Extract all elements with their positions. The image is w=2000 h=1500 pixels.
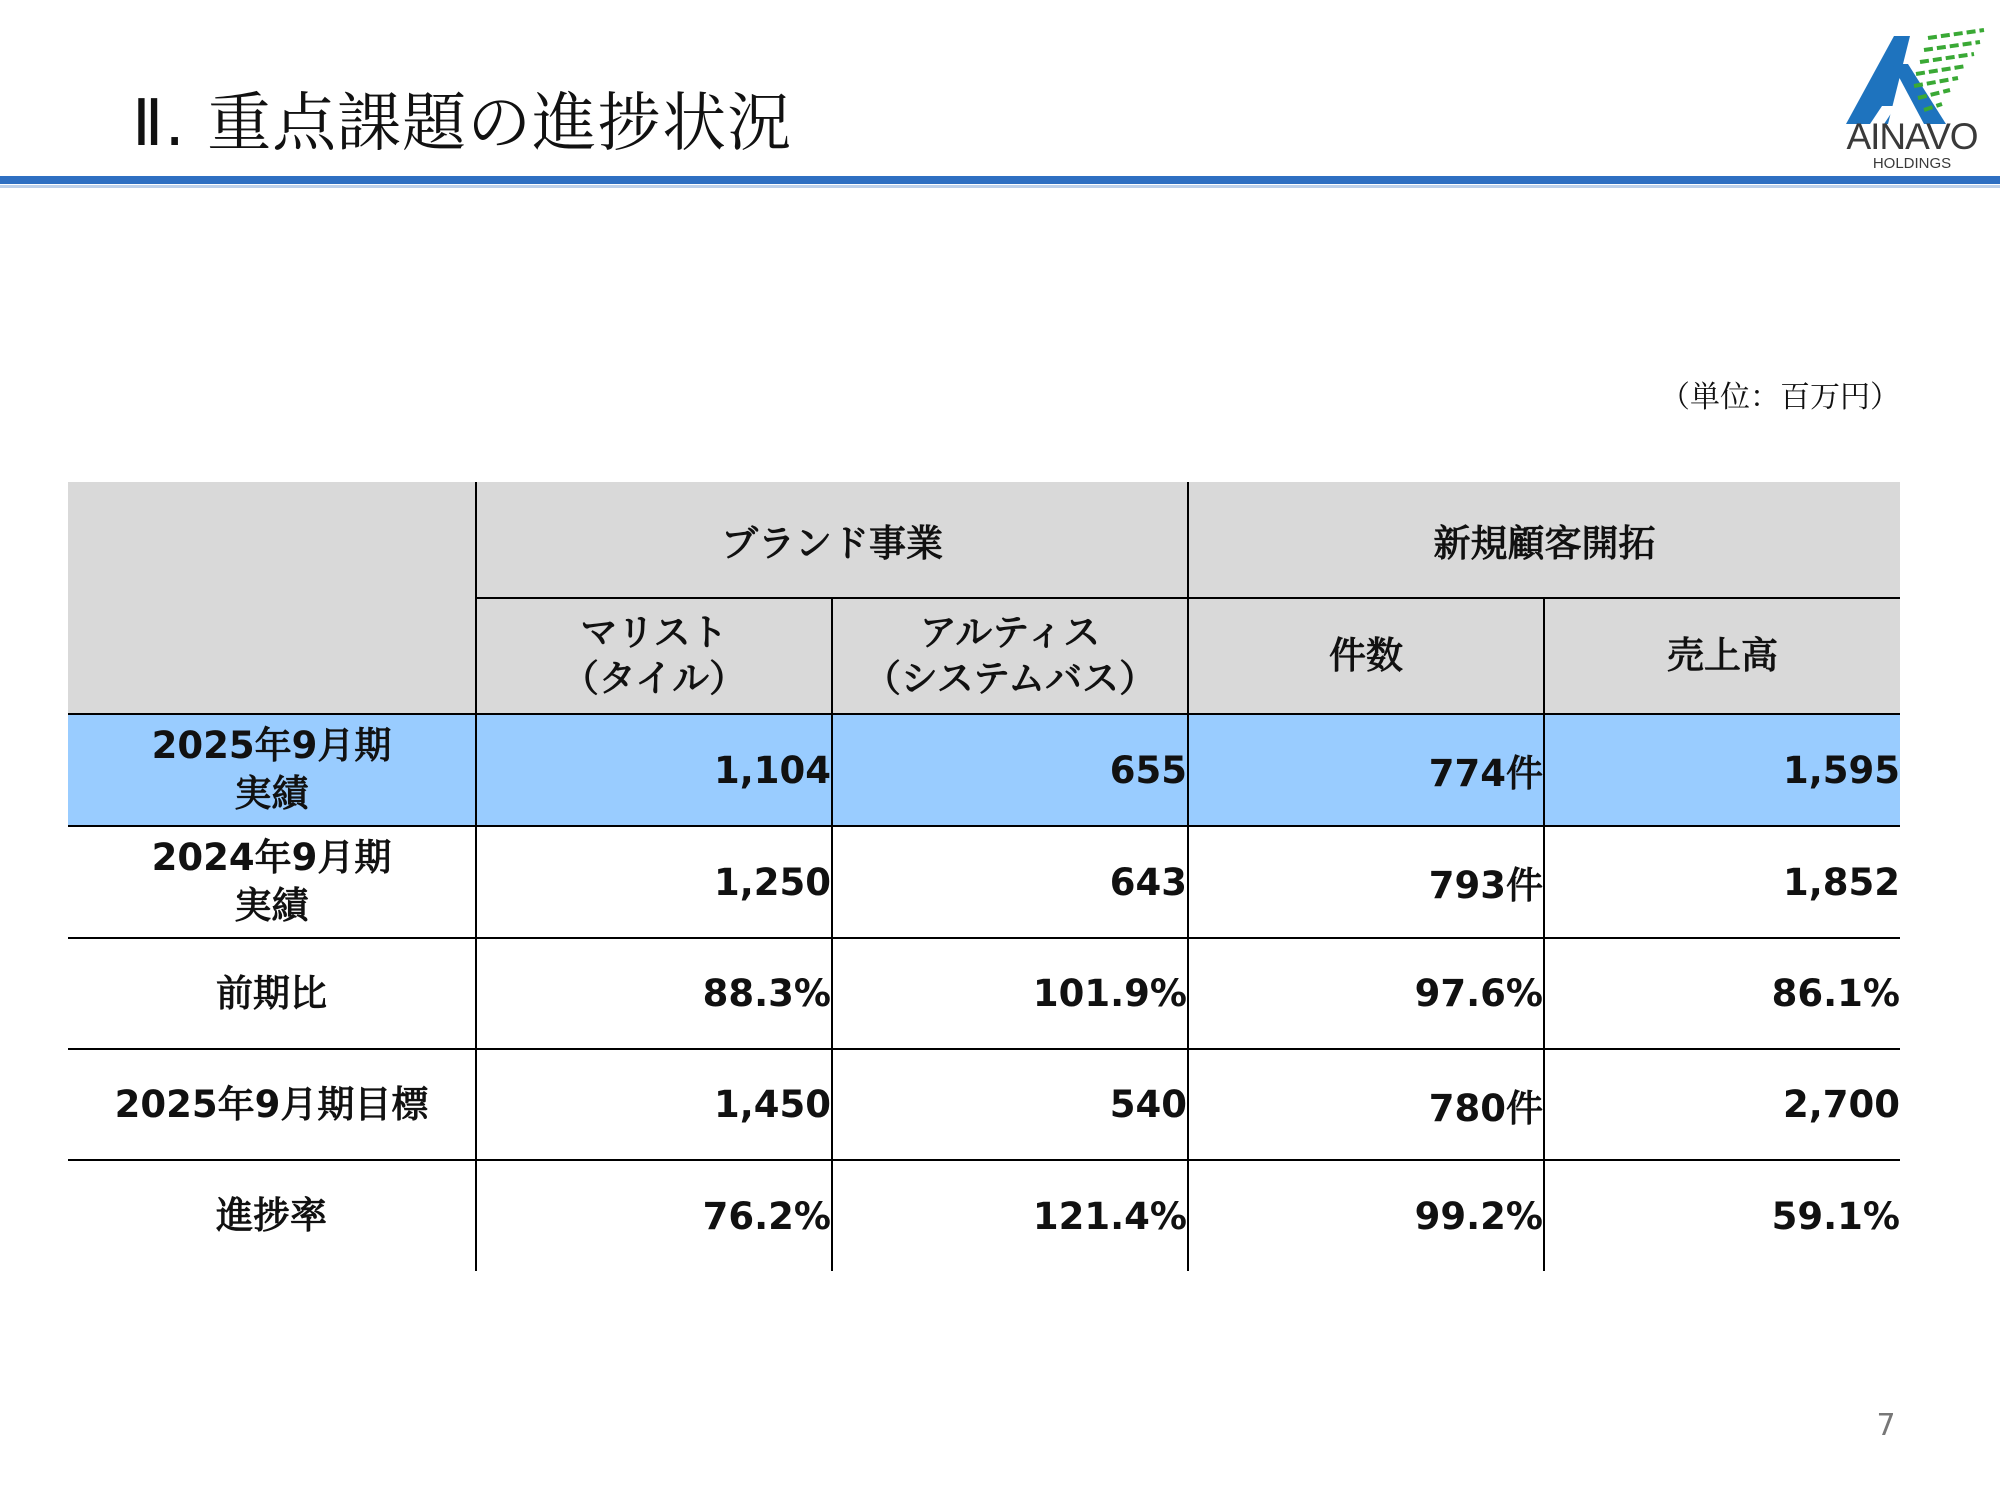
- table-cell: 99.2%: [1188, 1160, 1544, 1271]
- table-cell: 540: [832, 1049, 1188, 1160]
- table-cell: 1,104: [476, 714, 832, 826]
- table-cell: 780件: [1188, 1049, 1544, 1160]
- column-header-line1: マリスト: [580, 611, 728, 654]
- header-rule: [0, 176, 2000, 184]
- unit-note: （単位：百万円）: [1660, 380, 1900, 415]
- column-header-line2: （システムバス）: [863, 657, 1157, 700]
- page-number: 7: [1876, 1408, 1896, 1443]
- group-header-brand: [476, 482, 1188, 598]
- column-header-count: [1188, 598, 1544, 714]
- row-label-line1: 2025年9月期: [151, 724, 392, 767]
- column-header-marist: [476, 598, 832, 714]
- table-cell: 793件: [1188, 826, 1544, 938]
- table-cell: 1,852: [1544, 826, 1900, 938]
- table-cell: 59.1%: [1544, 1160, 1900, 1271]
- table-cell: 101.9%: [832, 938, 1188, 1049]
- table-cell: 86.1%: [1544, 938, 1900, 1049]
- header-rule-light: [0, 185, 2000, 188]
- column-header-sales: [1544, 598, 1900, 714]
- table-cell: 774件: [1188, 714, 1544, 826]
- row-label: [68, 826, 476, 938]
- table-cell: 1,250: [476, 826, 832, 938]
- column-header-line1: アルティス: [919, 611, 1101, 654]
- table-row: [68, 1049, 1900, 1160]
- column-header-line1: 売上高: [1667, 634, 1778, 677]
- row-label-line1: 2024年9月期: [151, 836, 392, 879]
- column-header-line1: 件数: [1329, 634, 1403, 677]
- logo-subtitle: HOLDINGS: [1872, 155, 1952, 172]
- row-label: 進捗率: [68, 1160, 476, 1271]
- table-cell: 643: [832, 826, 1188, 938]
- progress-table: [68, 482, 1900, 1271]
- table-cell: 121.4%: [832, 1160, 1188, 1271]
- page-title: Ⅱ. 重点課題の進捗状況: [132, 87, 793, 161]
- table-cell: 97.6%: [1188, 938, 1544, 1049]
- group-header-label: 新規顧客開拓: [1433, 521, 1656, 565]
- row-label-line2: 実績: [234, 884, 309, 927]
- table-corner-cell: [68, 482, 476, 714]
- table-cell: 88.3%: [476, 938, 832, 1049]
- table-cell: 1,595: [1544, 714, 1900, 826]
- column-header-artis: [832, 598, 1188, 714]
- table-cell: 655: [832, 714, 1188, 826]
- table-cell: 76.2%: [476, 1160, 832, 1271]
- table-cell: 1,450: [476, 1049, 832, 1160]
- table-header-group-row: [68, 482, 1900, 598]
- table-row: [68, 714, 1900, 826]
- row-label-line2: 実績: [234, 772, 309, 815]
- table-row: [68, 826, 1900, 938]
- row-label: [68, 714, 476, 826]
- table-row: [68, 1160, 1900, 1271]
- column-header-line2: （タイル）: [561, 657, 747, 700]
- table-cell: 2,700: [1544, 1049, 1900, 1160]
- logo-wordmark: AINAVO: [1846, 116, 1978, 157]
- row-label: 2025年9月期目標: [68, 1049, 476, 1160]
- row-label: 前期比: [68, 938, 476, 1049]
- group-header-new-customers: [1188, 482, 1900, 598]
- table-row: [68, 938, 1900, 1049]
- group-header-label: ブランド事業: [721, 521, 943, 565]
